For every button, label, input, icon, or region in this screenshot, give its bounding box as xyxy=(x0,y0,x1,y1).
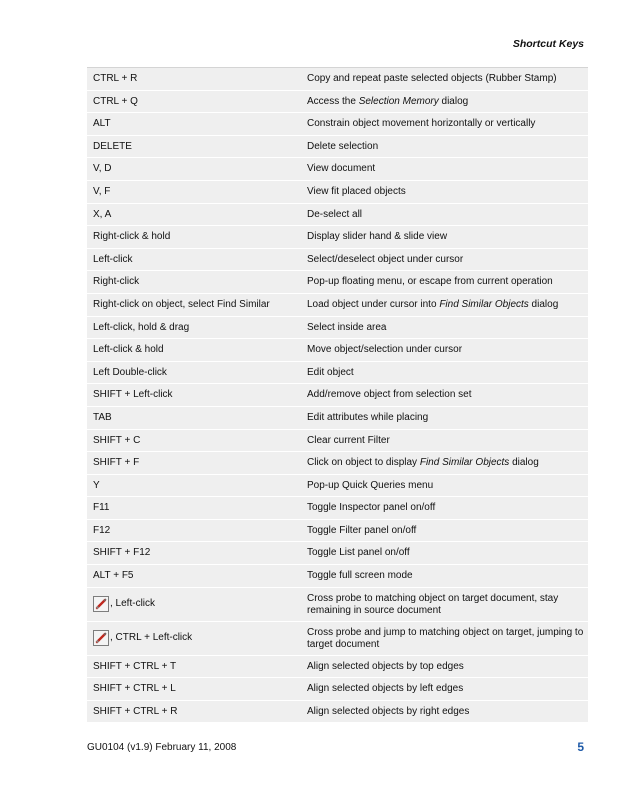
description-text: Toggle Filter panel on/off xyxy=(307,524,417,536)
description-text: Edit object xyxy=(307,366,354,378)
table-row xyxy=(87,430,588,453)
table-row xyxy=(87,452,588,475)
shortcut-key-text: X, A xyxy=(93,208,112,220)
table-row xyxy=(87,249,588,272)
shortcut-description-cell xyxy=(303,678,588,700)
description-text: Align selected objects by top edges xyxy=(307,660,464,672)
shortcut-description-cell xyxy=(303,136,588,158)
description-text: Cross probe to matching object on target document, stay remaining in source document xyxy=(307,592,559,616)
shortcut-description-cell xyxy=(303,113,588,135)
shortcut-description-cell xyxy=(303,701,588,723)
description-text: View document xyxy=(307,163,376,175)
shortcut-key-text: ALT + F5 xyxy=(93,570,134,582)
shortcut-key-text: CTRL + R xyxy=(93,73,138,84)
description-text: Pop-up floating menu, or escape from current operation xyxy=(307,276,553,288)
table-row xyxy=(87,339,588,362)
shortcut-description-cell xyxy=(303,362,588,384)
shortcut-key-cell xyxy=(87,68,303,90)
description-text: dialog xyxy=(509,457,539,469)
shortcut-key-text: Y xyxy=(93,479,100,491)
shortcut-key-cell xyxy=(87,362,303,384)
shortcut-description-cell xyxy=(303,294,588,316)
description-text: Display slider hand & slide view xyxy=(307,231,448,243)
table-row xyxy=(87,701,588,724)
shortcut-key-text: V, F xyxy=(93,185,111,197)
shortcut-description-cell xyxy=(303,497,588,519)
shortcut-key-cell xyxy=(87,520,303,542)
shortcut-key-text: SHIFT + CTRL + L xyxy=(93,683,176,695)
shortcut-key-cell xyxy=(87,91,303,113)
shortcut-key-text: Left-click, hold & drag xyxy=(93,321,190,333)
shortcut-description-cell xyxy=(303,339,588,361)
shortcut-key-cell xyxy=(87,701,303,723)
shortcut-key-text: Left Double-click xyxy=(93,366,167,378)
shortcut-description-cell xyxy=(303,181,588,203)
description-text: Align selected objects by left edges xyxy=(307,683,464,695)
shortcut-description-cell xyxy=(303,204,588,226)
table-row xyxy=(87,475,588,498)
description-text: Align selected objects by right edges xyxy=(307,705,470,717)
description-text: Select/deselect object under cursor xyxy=(307,253,464,265)
shortcut-key-cell xyxy=(87,181,303,203)
shortcut-key-cell xyxy=(87,452,303,474)
shortcut-key-cell xyxy=(87,678,303,700)
shortcut-description-cell xyxy=(303,475,588,497)
table-row xyxy=(87,678,588,701)
table-row xyxy=(87,622,588,656)
table-row xyxy=(87,136,588,159)
table-row xyxy=(87,362,588,385)
shortcut-key-text: DELETE xyxy=(93,140,132,152)
shortcut-key-cell xyxy=(87,204,303,226)
shortcut-key-text: SHIFT + Left-click xyxy=(93,389,173,401)
shortcut-key-cell xyxy=(87,497,303,519)
table-row xyxy=(87,497,588,520)
shortcut-key-text: Right-click xyxy=(93,276,140,288)
shortcut-key-text: Left-click & hold xyxy=(93,344,164,356)
table-row xyxy=(87,68,588,91)
shortcut-key-text: SHIFT + C xyxy=(93,434,141,446)
table-row xyxy=(87,226,588,249)
shortcut-description-cell xyxy=(303,271,588,293)
table-row xyxy=(87,542,588,565)
table-row xyxy=(87,113,588,136)
shortcut-key-cell xyxy=(87,542,303,564)
shortcut-key-cell xyxy=(87,249,303,271)
description-text: Cross probe and jump to matching object on target, jumping to target document xyxy=(307,626,584,650)
table-row xyxy=(87,565,588,588)
shortcut-key-text: , Left-click xyxy=(110,598,156,610)
cross-probe-icon xyxy=(93,630,109,646)
shortcut-key-cell xyxy=(87,226,303,248)
shortcut-key-text: SHIFT + F12 xyxy=(93,547,151,559)
shortcut-table xyxy=(87,67,588,723)
shortcut-description-cell xyxy=(303,542,588,564)
description-text: Load object under cursor into xyxy=(307,298,440,310)
shortcut-description-cell xyxy=(303,407,588,429)
shortcut-description-cell xyxy=(303,565,588,587)
cross-probe-icon xyxy=(93,596,109,612)
shortcut-key-text: Right-click on object, select Find Similar xyxy=(93,298,270,310)
shortcut-key-cell xyxy=(87,622,303,655)
shortcut-key-text: , CTRL + Left-click xyxy=(110,632,193,644)
shortcut-key-text: SHIFT + F xyxy=(93,457,140,469)
shortcut-key-cell xyxy=(87,475,303,497)
shortcut-description-cell xyxy=(303,91,588,113)
description-text: Toggle Inspector panel on/off xyxy=(307,502,436,514)
page-header-title: Shortcut Keys xyxy=(512,38,584,50)
shortcut-key-text: Left-click xyxy=(93,253,133,265)
table-row xyxy=(87,294,588,317)
description-text: Constrain object movement horizontally or vertically xyxy=(307,118,536,130)
shortcut-description-cell xyxy=(303,158,588,180)
table-row xyxy=(87,588,588,622)
description-text: Click on object to display xyxy=(307,457,420,469)
shortcut-description-cell xyxy=(303,520,588,542)
shortcut-key-cell xyxy=(87,384,303,406)
table-row xyxy=(87,181,588,204)
shortcut-key-cell xyxy=(87,294,303,316)
shortcut-key-text: TAB xyxy=(93,411,112,423)
description-text: dialog xyxy=(438,95,469,107)
table-row xyxy=(87,407,588,430)
table-row xyxy=(87,271,588,294)
shortcut-key-cell xyxy=(87,136,303,158)
shortcut-key-cell xyxy=(87,271,303,293)
shortcut-key-cell xyxy=(87,158,303,180)
shortcut-key-cell xyxy=(87,430,303,452)
shortcut-key-text: SHIFT + CTRL + R xyxy=(93,705,178,717)
shortcut-description-cell xyxy=(303,249,588,271)
footer-document-id: GU0104 (v1.9) February 11, 2008 xyxy=(87,742,237,753)
description-text: Copy and repeat paste selected objects (Rubber Stamp) xyxy=(307,73,557,84)
table-row xyxy=(87,204,588,227)
description-text: Access the xyxy=(307,95,359,107)
shortcut-key-cell xyxy=(87,339,303,361)
shortcut-description-cell xyxy=(303,622,588,655)
shortcut-key-text: Right-click & hold xyxy=(93,231,171,243)
table-row xyxy=(87,317,588,340)
dialog-name: Find Similar Objects xyxy=(419,457,510,469)
footer-page-number: 5 xyxy=(577,740,584,754)
shortcut-description-cell xyxy=(303,226,588,248)
description-text: Clear current Filter xyxy=(307,434,390,446)
description-text: View fit placed objects xyxy=(307,185,406,197)
description-text: Delete selection xyxy=(307,140,379,152)
shortcut-key-text: CTRL + Q xyxy=(93,95,138,107)
table-row xyxy=(87,158,588,181)
description-text: Edit attributes while placing xyxy=(307,411,429,423)
table-row xyxy=(87,656,588,679)
shortcut-key-cell xyxy=(87,656,303,678)
shortcut-description-cell xyxy=(303,588,588,621)
description-text: Toggle full screen mode xyxy=(307,570,413,582)
shortcut-key-cell xyxy=(87,317,303,339)
shortcut-description-cell xyxy=(303,452,588,474)
shortcut-key-cell xyxy=(87,113,303,135)
shortcut-key-text: SHIFT + CTRL + T xyxy=(93,660,177,672)
description-text: De-select all xyxy=(307,208,363,220)
table-row xyxy=(87,384,588,407)
shortcut-description-cell xyxy=(303,656,588,678)
shortcut-description-cell xyxy=(303,430,588,452)
description-text: Move object/selection under cursor xyxy=(307,344,463,356)
description-text: dialog xyxy=(528,298,559,310)
shortcut-key-text: F12 xyxy=(93,524,111,536)
shortcut-key-cell xyxy=(87,407,303,429)
description-text: Add/remove object from selection set xyxy=(307,389,472,401)
shortcut-description-cell xyxy=(303,384,588,406)
shortcut-description-cell xyxy=(303,68,588,90)
shortcut-key-cell xyxy=(87,588,303,621)
shortcut-key-text: ALT xyxy=(93,118,111,130)
table-row xyxy=(87,520,588,543)
shortcut-key-text: V, D xyxy=(93,163,112,175)
shortcut-description-cell xyxy=(303,317,588,339)
dialog-name: Find Similar Objects xyxy=(439,298,529,310)
description-text: Select inside area xyxy=(307,321,387,333)
table-row xyxy=(87,91,588,114)
description-text: Pop-up Quick Queries menu xyxy=(307,479,434,491)
shortcut-key-text: F11 xyxy=(93,502,110,514)
shortcut-key-cell xyxy=(87,565,303,587)
description-text: Toggle List panel on/off xyxy=(307,547,410,559)
dialog-name: Selection Memory xyxy=(358,95,439,107)
